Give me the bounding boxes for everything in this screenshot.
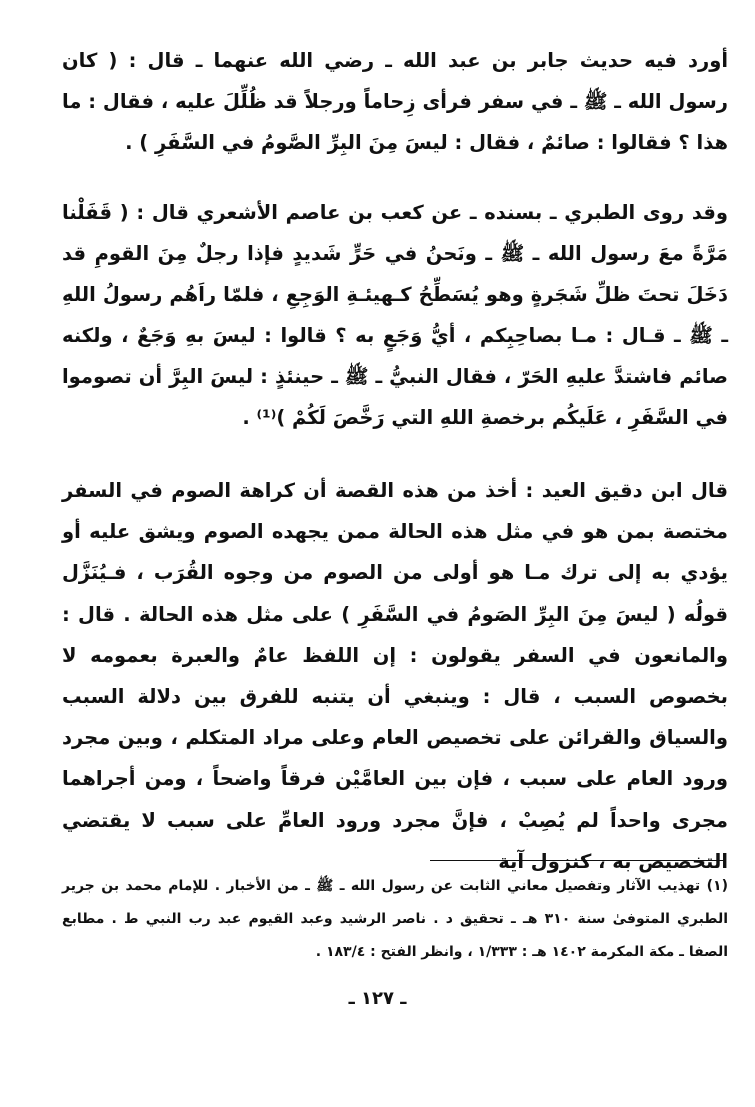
- page-number: ـ ١٢٧ ـ: [348, 988, 407, 1009]
- paragraph-tabari-narration: وقد روى الطبري ـ بسنده ـ عن كعب بن عاصم الأشعري قال : ( قَفَلْنا مَرَّةً معَ رسول الله ـ ﷺ ـ ونَحنُ في حَرٍّ شَديدٍ فإذا رجلٌ مِنَ القومِ قد دَخَلَ تحتَ ظلِّ شَجَرةٍ وهو يُسَطِّحُ كـهيئـةِ الوَجِعِ ، فلمّا راَهُم رسولُ اللهِ ـ ﷺ ـ قـال : مـا بصاحِبِكم ، أيُّ وَجَعٍ به ؟ قالوا : ليسَ بهِ وَجَعٌ ، ولكنه صائم فاشتدَّ عليهِ الحَرّ ، فقال النبيُّ ـ ﷺ ـ حينئذٍ : ليسَ البِرَّ أن تصوموا في السَّفَرِ ، عَلَيكُم برخصةِ اللهِ التي رَخَّصَ لَكُمْ )⁽¹⁾ .: [62, 201, 728, 429]
- paragraph-jabir-hadith: أورد فيه حديث جابر بن عبد الله ـ رضي الله عنهما ـ قال : ( كان رسول الله ـ ﷺ ـ في سفر فرأى زِحاماً ورجلاً قد ظُلِّلَ عليه ، فقال : ما هذا ؟ فقالوا : صائمٌ ، فقال : ليسَ مِنَ البِرِّ الصَّومُ في السَّفَرِ ) .: [62, 49, 728, 154]
- footnote-separator: [430, 860, 726, 861]
- paragraph-ibn-daqiq-commentary: قال ابن دقيق العيد : أخذ من هذه القصة أن كراهة الصوم في السفر مختصة بمن هو في مثل هذه الحالة ممن يجهده الصوم ويشق عليه أو يؤدي به إلى ترك مـا هو أولى من الصوم من وجوه القُرَب ، فـيُنَزَّل قولُه ( ليسَ مِنَ البِرِّ الصَومُ في السَّفَرِ ) على مثل هذه الحالة . قال : والمانعون في السفر يقولون : إن اللفظ عامٌ والعبرة بعمومه لا بخصوص السبب ، قال : وينبغي أن يتنبه للفرق بين دلالة السبب والسياق والقرائن على تخصيص العام وعلى مراد المتكلم ، وبين مجرد ورود العام على سبب ، فإن بين العامَّيْن فرقاً واضحاً ، ومن أجراهما مجرى واحداً لم يُصِبْ ، فإنَّ مجرد ورود العامِّ على سبب لا يقتضي التخصيص به ، كنزول آية: [62, 479, 728, 873]
- footnote: (١) تهذيب الآثار وتفصيل معاني الثابت عن رسول الله ـ ﷺ ـ من الأخبار . للإمام محمد بن جرير الطبري المتوفىٰ سنة ٣١٠ هـ ـ تحقيق د . ناصر الرشيد وعبد القيوم عبد رب النبي ط . مطابع الصفا ـ مكة المكرمة ١٤٠٢ هـ : ١/٣٣٣ ، وانظر الفتح : ١٨٣/٤ .: [62, 878, 729, 960]
